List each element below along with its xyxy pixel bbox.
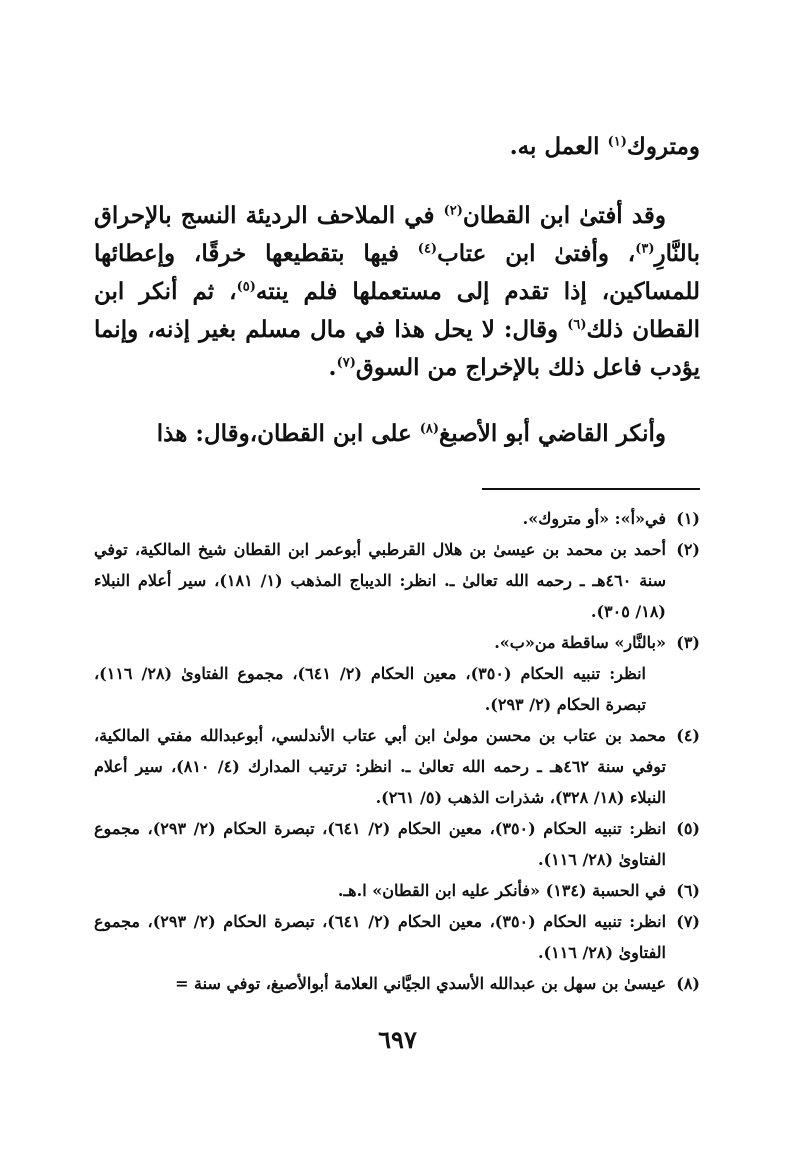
footnote-divider bbox=[482, 488, 700, 490]
footnote-text: أحمد بن محمد بن عيسىٰ بن هلال القرطبي أبوعمر ابن القطان شيخ المالكية، توفي سنة ٤٦٠هـ ـ رحمه الله تعالىٰ ـ. انظر: الديباج المذهب (١/ ١٨١)، سير أعلام النبلاء (١٨/ ٣٠٥). bbox=[94, 540, 667, 621]
footnote-ref-6: (٦) bbox=[567, 317, 587, 333]
page-number: ٦٩٧ bbox=[378, 1025, 417, 1054]
footnote-text: في«أ»: «أو متروك». bbox=[522, 509, 666, 528]
paragraph-1-text-b: العمل به. bbox=[509, 133, 608, 160]
paragraph-2-text: ، ثم أنكر ابن القطان ذلك bbox=[94, 278, 700, 343]
paragraph-2-text: في الملاحف الرديئة النسج بالإحراق بالنَّارِ bbox=[94, 202, 700, 267]
paragraph-2-text: ، وأفتىٰ ابن عتاب bbox=[437, 240, 636, 267]
footnote-2 bbox=[94, 534, 700, 627]
paragraph-2 bbox=[94, 197, 700, 387]
footnote-8 bbox=[94, 968, 700, 999]
footnote-ref-1: (١) bbox=[607, 134, 627, 150]
footnote-7 bbox=[94, 906, 700, 968]
footnote-text: عيسىٰ بن سهل بن عبدالله الأسدي الجيَّاني العلامة أبوالأصبغ، توفي سنة = bbox=[175, 974, 666, 993]
paragraph-3 bbox=[94, 415, 700, 453]
footnote-number: (٥) bbox=[676, 819, 700, 838]
footnote-5 bbox=[94, 813, 700, 875]
footnote-number: (٢) bbox=[676, 540, 700, 559]
footnote-number: (٦) bbox=[676, 881, 700, 900]
footnote-number: (١) bbox=[676, 509, 700, 528]
footnote-ref-7: (٧) bbox=[336, 355, 356, 371]
paragraph-1-text-a: ومتروك bbox=[626, 133, 700, 160]
footnote-number: (٧) bbox=[676, 912, 700, 931]
paragraph-3-text: على ابن القطان،وقال: هذا bbox=[156, 420, 420, 447]
footnote-ref-3: (٣) bbox=[635, 241, 655, 257]
paragraph-2-text: وقد أفتىٰ ابن القطان bbox=[462, 202, 666, 229]
footnotes bbox=[94, 503, 700, 999]
footnote-ref-2: (٢) bbox=[443, 203, 463, 219]
footnote-3 bbox=[94, 627, 700, 658]
footnote-number: (٤) bbox=[676, 726, 700, 745]
footnote-text: انظر: تنبيه الحكام (٣٥٠)، معين الحكام (٢/ ٦٤١)، تبصرة الحكام (٢/ ٢٩٣)، مجموع الفتاوىٰ (٢٨/ ١١٦). bbox=[94, 912, 667, 962]
footnote-ref-8: (٨) bbox=[419, 421, 440, 437]
footnote-ref-5: (٥) bbox=[236, 279, 256, 295]
footnote-number: (٨) bbox=[676, 974, 700, 993]
footnote-3-continuation bbox=[94, 658, 700, 720]
paragraph-2-text: . bbox=[328, 354, 337, 381]
paragraph-1 bbox=[94, 128, 700, 166]
footnote-ref-4: (٤) bbox=[417, 241, 438, 257]
footnote-text: انظر: تنبيه الحكام (٣٥٠)، معين الحكام (٢/ ٦٤١)، تبصرة الحكام (٢/ ٢٩٣)، مجموع الفتاوىٰ (٢٨/ ١١٦). bbox=[94, 819, 667, 869]
paragraph-2-text: فيها بتقطيعها خرقًا، وإعطائها للمساكين، إذا تقدم إلى مستعملها فلم ينته bbox=[94, 240, 700, 305]
footnote-number: (٣) bbox=[676, 633, 700, 652]
footnote-text: «بالنَّار» ساقطة من«ب». bbox=[494, 633, 666, 652]
footnote-text: انظر: تنبيه الحكام (٣٥٠)، معين الحكام (٢/ ٦٤١)، مجموع الفتاوىٰ (٢٨/ ١١٦)، تبصرة الحكام (٢/ ٢٩٣). bbox=[94, 664, 646, 714]
footnote-text: محمد بن عتاب بن محسن مولىٰ ابن أبي عتاب الأندلسي، أبوعبدالله مفتي المالكية، توفي سنة ٤٦٢هـ ـ رحمه الله تعالىٰ ـ. انظر: ترتيب المدارك (٤/ ٨١٠)، سير أعلام النبلاء (١٨/ ٣٢٨)، شذرات الذهب (٥/ ٢٦١). bbox=[94, 726, 667, 807]
paragraph-2-text: وقال: لا يحل هذا في مال مسلم بغير إذنه، وإنما يؤدب فاعل ذلك بالإخراج من السوق bbox=[94, 316, 700, 381]
footnote-6 bbox=[94, 875, 700, 906]
footnote-text: في الحسبة (١٣٤) «فأنكر عليه ابن القطان» ا.هـ. bbox=[337, 881, 666, 900]
footnote-4 bbox=[94, 720, 700, 813]
footnote-1 bbox=[94, 503, 700, 534]
paragraph-3-text: وأنكر القاضي أبو الأصبغ bbox=[439, 420, 666, 447]
